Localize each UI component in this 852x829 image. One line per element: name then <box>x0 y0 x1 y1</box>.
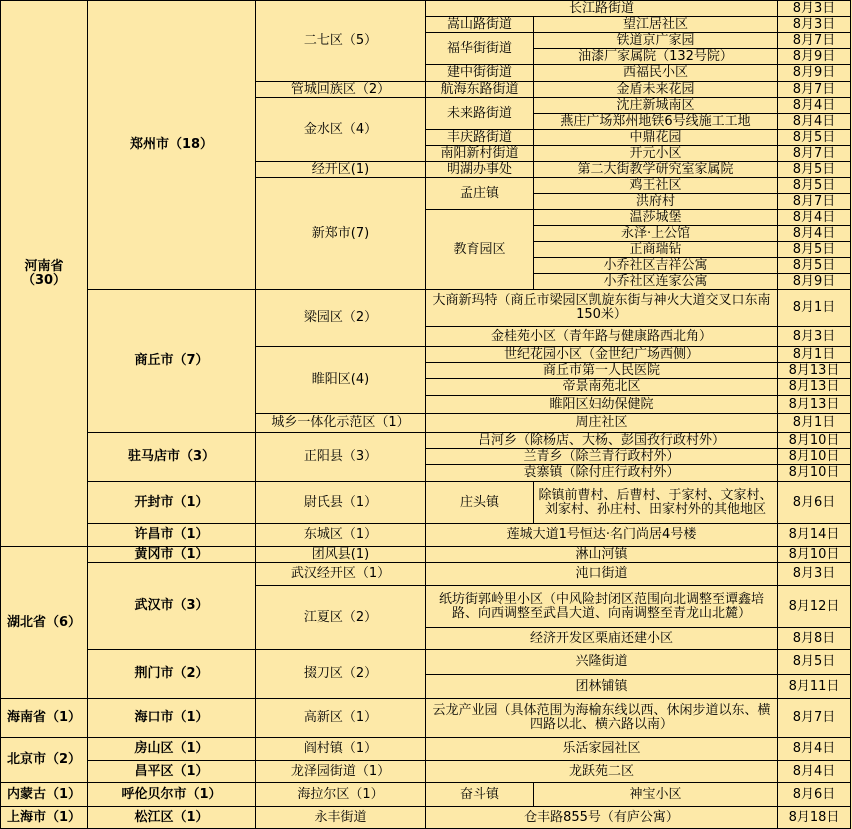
city-cell: 海口市（1） <box>88 699 256 738</box>
area-cell: 洪府村 <box>534 194 778 210</box>
table-row <box>1 807 851 829</box>
date-cell: 8月1日 <box>778 414 851 433</box>
city-cell: 呼伦贝尔市（1） <box>88 783 256 807</box>
area-cell: 兰青乡（除兰青行政村外） <box>426 449 778 465</box>
date-cell: 8月3日 <box>778 17 851 33</box>
street-cell: 奋斗镇 <box>426 783 534 807</box>
city-cell: 驻马店市（3） <box>88 433 256 482</box>
date-cell: 8月7日 <box>778 194 851 210</box>
area-cell: 袁寨镇（除付庄行政村外） <box>426 465 778 482</box>
city-cell: 武汉市（3） <box>88 563 256 650</box>
table-row <box>1 783 851 807</box>
area-cell: 云龙产业园（具体范围为海榆东线以西、休闲步道以东、横四路以北、横六路以南） <box>426 699 778 738</box>
province-cell <box>1 1 88 547</box>
district-cell: 尉氏县（1） <box>256 482 426 524</box>
district-cell: 二七区（5） <box>256 1 426 82</box>
table-row <box>1 290 851 327</box>
table-row <box>1 547 851 563</box>
date-cell: 8月18日 <box>778 807 851 829</box>
area-cell: 金盾未来花园 <box>534 82 778 98</box>
area-cell: 温莎城堡 <box>534 210 778 226</box>
date-cell: 8月5日 <box>778 162 851 178</box>
district-cell: 高新区（1） <box>256 699 426 738</box>
date-cell: 8月3日 <box>778 563 851 586</box>
area-cell: 中鼎花园 <box>534 130 778 146</box>
area-cell: 鸡王社区 <box>534 178 778 194</box>
date-cell: 8月6日 <box>778 783 851 807</box>
date-cell: 8月12日 <box>778 586 851 628</box>
street-cell: 航海东路街道 <box>426 82 534 98</box>
area-cell: 永泽·上公馆 <box>534 226 778 242</box>
city-cell: 许昌市（1） <box>88 524 256 547</box>
date-cell: 8月4日 <box>778 114 851 130</box>
table-row <box>1 482 851 524</box>
date-cell: 8月10日 <box>778 465 851 482</box>
date-cell: 8月10日 <box>778 547 851 563</box>
date-cell: 8月10日 <box>778 449 851 465</box>
street-cell: 建中街街道 <box>426 65 534 82</box>
province-cell: 上海市（1） <box>1 807 88 829</box>
district-cell: 正阳县（3） <box>256 433 426 482</box>
district-cell: 梁园区（2） <box>256 290 426 347</box>
province-cell: 内蒙古（1） <box>1 783 88 807</box>
area-cell: 小乔社区吉祥公寓 <box>534 258 778 274</box>
date-cell: 8月7日 <box>778 146 851 162</box>
area-cell: 兴隆街道 <box>426 650 778 675</box>
province-cell: 海南省（1） <box>1 699 88 738</box>
area-cell: 除镇前曹村、后曹村、于家村、文家村、刘家村、孙庄村、田家村外的其他地区 <box>534 482 778 524</box>
district-cell: 武汉经开区（1） <box>256 563 426 586</box>
area-cell: 第二大街教学研究室家属院 <box>534 162 778 178</box>
province-name: 河南省（30） <box>21 258 67 288</box>
area-cell: 帝景南苑北区 <box>426 379 778 396</box>
area-cell: 油漆厂家属院（132号院） <box>534 49 778 65</box>
date-cell: 8月4日 <box>778 98 851 114</box>
date-cell: 8月6日 <box>778 482 851 524</box>
table-row <box>1 699 851 738</box>
area-cell: 商丘市第一人民医院 <box>426 363 778 379</box>
city-cell: 松江区（1） <box>88 807 256 829</box>
district-cell: 龙泽园街道（1） <box>256 761 426 783</box>
street-cell: 孟庄镇 <box>426 178 534 210</box>
area-cell: 沈庄新城南区 <box>534 98 778 114</box>
table-row <box>1 524 851 547</box>
date-cell: 8月11日 <box>778 675 851 699</box>
date-cell: 8月5日 <box>778 242 851 258</box>
district-cell: 睢阳区(4) <box>256 347 426 414</box>
table-row <box>1 563 851 586</box>
city-cell: 开封市（1） <box>88 482 256 524</box>
city-cell: 房山区（1） <box>88 738 256 761</box>
district-cell: 金水区（4） <box>256 98 426 162</box>
area-cell: 世纪花园小区（金世纪广场西侧） <box>426 347 778 363</box>
table-row <box>1 433 851 449</box>
area-cell: 望江居社区 <box>534 17 778 33</box>
city-cell: 商丘市（7） <box>88 290 256 433</box>
table-row <box>1 738 851 761</box>
area-cell: 吕河乡（除杨店、大杨、彭国孜行政村外） <box>426 433 778 449</box>
area-cell: 沌口街道 <box>426 563 778 586</box>
date-cell: 8月3日 <box>778 1 851 17</box>
province-cell: 湖北省（6） <box>1 547 88 699</box>
date-cell: 8月3日 <box>778 327 851 347</box>
area-cell: 长江路街道 <box>426 1 778 17</box>
city-cell: 荆门市（2） <box>88 650 256 699</box>
district-cell: 城乡一体化示范区（1） <box>256 414 426 433</box>
area-cell: 团林铺镇 <box>426 675 778 699</box>
area-cell: 周庄社区 <box>426 414 778 433</box>
table-row <box>1 1 851 17</box>
area-cell: 经济开发区栗庙还建小区 <box>426 628 778 650</box>
area-cell: 正商瑞钻 <box>534 242 778 258</box>
date-cell: 8月4日 <box>778 226 851 242</box>
date-cell: 8月1日 <box>778 347 851 363</box>
street-cell: 庄头镇 <box>426 482 534 524</box>
table-row <box>1 761 851 783</box>
area-cell: 神宝小区 <box>534 783 778 807</box>
date-cell: 8月1日 <box>778 290 851 327</box>
area-cell: 西福民小区 <box>534 65 778 82</box>
date-cell: 8月13日 <box>778 396 851 414</box>
street-cell: 未来路街道 <box>426 98 534 130</box>
street-cell: 嵩山路街道 <box>426 17 534 33</box>
district-cell: 新郑市(7) <box>256 178 426 290</box>
date-cell: 8月5日 <box>778 178 851 194</box>
district-cell: 团风县(1) <box>256 547 426 563</box>
area-cell: 金桂苑小区（青年路与健康路西北角） <box>426 327 778 347</box>
area-cell: 莲城大道1号恒达·名门尚居4号楼 <box>426 524 778 547</box>
date-cell: 8月7日 <box>778 82 851 98</box>
area-cell: 小乔社区连家公寓 <box>534 274 778 290</box>
area-cell: 仓丰路855号（有庐公寓） <box>426 807 778 829</box>
date-cell: 8月8日 <box>778 628 851 650</box>
date-cell: 8月10日 <box>778 433 851 449</box>
street-cell: 南阳新村街道 <box>426 146 534 162</box>
area-cell: 燕庄广场郑州地铁6号线施工工地 <box>534 114 778 130</box>
street-cell: 教育园区 <box>426 210 534 290</box>
date-cell: 8月4日 <box>778 738 851 761</box>
area-cell: 龙跃苑二区 <box>426 761 778 783</box>
street-cell: 明湖办事处 <box>426 162 534 178</box>
area-cell: 淋山河镇 <box>426 547 778 563</box>
date-cell: 8月7日 <box>778 699 851 738</box>
street-cell: 丰庆路街道 <box>426 130 534 146</box>
city-cell: 昌平区（1） <box>88 761 256 783</box>
date-cell: 8月7日 <box>778 33 851 49</box>
province-cell: 北京市（2） <box>1 738 88 783</box>
date-cell: 8月4日 <box>778 210 851 226</box>
date-cell: 8月5日 <box>778 258 851 274</box>
district-cell: 江夏区（2） <box>256 586 426 650</box>
district-cell: 掇刀区（2） <box>256 650 426 699</box>
area-cell: 开元小区 <box>534 146 778 162</box>
area-cell: 大商新玛特（商丘市梁园区凯旋东街与神火大道交叉口东南150米） <box>426 290 778 327</box>
district-cell: 经开区(1) <box>256 162 426 178</box>
date-cell: 8月4日 <box>778 761 851 783</box>
date-cell: 8月5日 <box>778 650 851 675</box>
district-cell: 永丰街道 <box>256 807 426 829</box>
date-cell: 8月5日 <box>778 130 851 146</box>
area-cell: 睢阳区妇幼保健院 <box>426 396 778 414</box>
district-cell: 管城回族区（2） <box>256 82 426 98</box>
date-cell: 8月13日 <box>778 379 851 396</box>
date-cell: 8月9日 <box>778 49 851 65</box>
district-cell: 海拉尔区（1） <box>256 783 426 807</box>
city-cell: 郑州市（18） <box>88 1 256 290</box>
date-cell: 8月13日 <box>778 363 851 379</box>
date-cell: 8月9日 <box>778 65 851 82</box>
city-cell: 黄冈市（1） <box>88 547 256 563</box>
date-cell: 8月14日 <box>778 524 851 547</box>
district-cell: 东城区（1） <box>256 524 426 547</box>
area-cell: 铁道京广家园 <box>534 33 778 49</box>
area-cell: 乐活家园社区 <box>426 738 778 761</box>
table-row <box>1 650 851 675</box>
area-cell: 纸坊街郭岭里小区（中风险封闭区范围向北调整至谭鑫培路、向西调整至武昌大道、向南调整至青龙山北麓） <box>426 586 778 628</box>
street-cell: 福华街街道 <box>426 33 534 65</box>
district-cell: 阎村镇（1） <box>256 738 426 761</box>
date-cell: 8月9日 <box>778 274 851 290</box>
